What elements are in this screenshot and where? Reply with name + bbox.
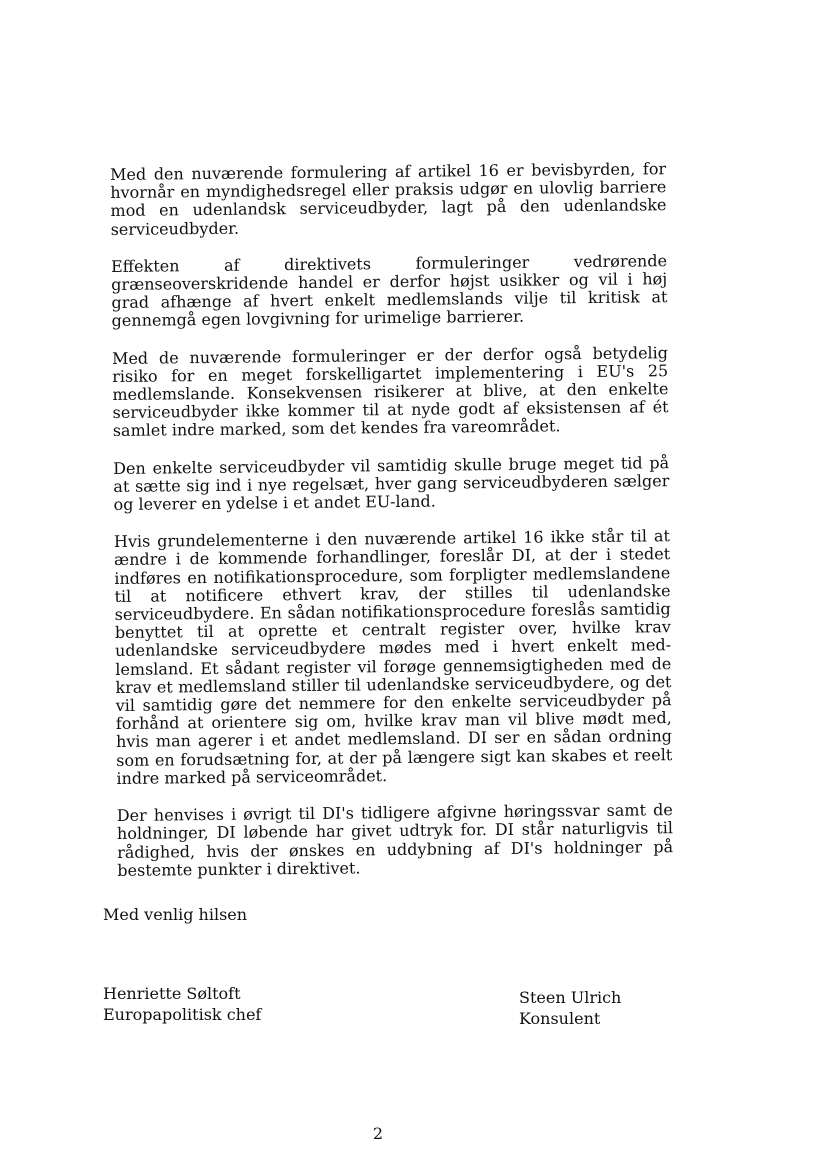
closing-salutation: Med venlig hilsen (103, 905, 248, 924)
paragraph-reference: Der henvises i øvrigt til DI's tidligere afgivne høringssvar samt de holdninger, DI løbende har givet udtryk for. DI står naturligvis til rådighed, hvis der ønskes en uddybning af DI's holdninger på bestemte punkter i direktivet. (116, 800, 674, 880)
signature-block-left (103, 983, 261, 1025)
paragraph-burden-of-proof: Med den nuværende formulering af artikel 16 er bevisbyrden, for hvornår en myndighedsregel eller praksis udgør en ulovlig barriere mod en udenlandsk serviceudbyder, lagt på den udenlandske serviceudbyder. (109, 159, 667, 239)
paragraph-notification-procedure: Hvis grundelementerne i den nuværende artikel 16 ikke står til at ændre i de kommende forhandlinger, foreslår DI, at der i stedet indføres en notifikationsprocedure, som forpligter medlemslandene til at notificere ethvert krav, der stilles til udenlandske serviceudbydere. En sådan notifikationsprocedure foreslås samtidig benyttet til at oprette et centralt register over, hvilke krav udenlandske serviceudbydere mødes med i hvert enkelt medlemsland. Et sådant register vil forøge gennemsigtigheden med de krav et medlemsland stiller til udenlandske serviceudbydere, og det vil samtidig gøre det nemmere for den enkelte serviceudbyder på forhånd at orientere sig om, hvilke krav man vil blive mødt med, hvis man agerer i et andet medlemsland. DI ser en sådan ordning som en forudsætning for, at der på længere sigt kan skabes et reelt indre marked på serviceområdet. (113, 526, 673, 788)
signatory-title: Konsulent (519, 1009, 601, 1028)
signatory-name: Steen Ulrich (519, 988, 622, 1007)
page-number: 2 (372, 1124, 384, 1143)
signatory-title: Europapolitisk chef (103, 1005, 262, 1024)
signature-block-right (519, 987, 621, 1029)
signatory-name: Henriette Søltoft (103, 984, 241, 1003)
paragraph-directive-effect: Effekten af direktivets formuleringer vedrørende grænseoverskridende handel er derfor højst usikker og vil i høj grad afhænge af hvert enkelt medlemslands vilje til kritisk at gennemgå egen lovgivning for urimelige barrierer. (110, 250, 668, 331)
paragraph-implementation-risk: Med de nuværende formuleringer er der derfor også betydelig risiko for en meget forskelligartet implementering i EU's 25 medlemslande. Konsekvensen risikerer at blive, at den enkelte serviceudbyder ikke kommer til at nyde godt af eksistensen af ét samlet indre marked, som det kendes fra vareområdet. (111, 342, 669, 441)
paragraph-time-cost: Den enkelte serviceudbyder vil samtidig skulle bruge meget tid på at sætte sig ind i nye regelsæt, hver gang serviceudbyderen sælger og leverer en ydelse i et andet EU-land. (113, 452, 670, 515)
letter-body (110, 160, 674, 899)
